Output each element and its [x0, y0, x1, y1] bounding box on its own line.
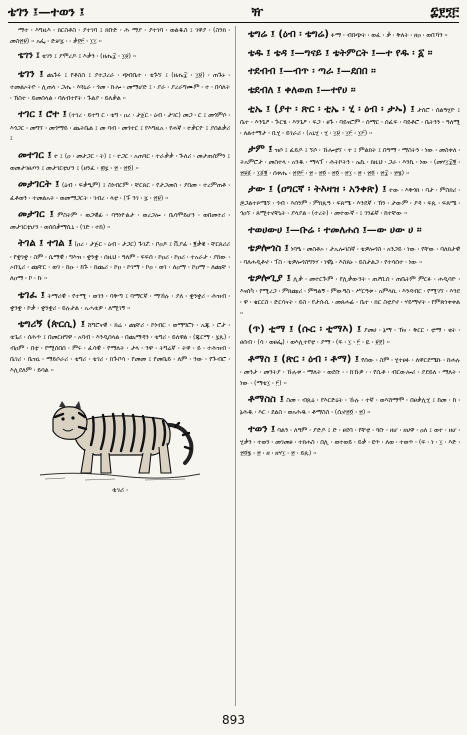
entry-text: ባልን ፡ ለዓም ፡ ያድዶ ፤ ድ ፡ ፀደባ ፡ የቸቲ ፡ ጓቡ ፡ ዘሆ ፡ ዘሀዋ ፡ ዐለ ፤ ወተ ፡ ዘሆ ፡ ሂቃን ፡ ተወን ፡ መገመፀ ፡ ተክሐስ ፡ በሊ ፡ ወተወይ ፡ ይቃ ፡ ዩጥ ፡ ለወ ፡ ተወጥ ፡ (ፍ ፡ ነ ፡ ፲ ፡ እድ ፡ ፳፬፮ ፡ ፳ ፡ ዘ ፡ ዘሃ፲ ፡ ፳ ፡ ይጹ) ።	[240, 426, 460, 457]
dictionary-entry	[10, 287, 230, 315]
dictionary-entry	[240, 421, 460, 460]
dictionary-entry	[240, 391, 460, 419]
entry-headword: መተገር ፤	[18, 149, 52, 161]
entry-text: ሸግሮናዊ ፡ ክሬ ፡ ጩቸሪ ፡ ኮነብር ፡ ወማግሮነ ፡ ኡጁ ፡ ሮታ ፡ ቴጌሪ ፡ ሰሕጥ ፤ በመርዘግዋ ፡ አባብ ፡ እንዲሰላል ፡ በጨማዳን ፡ ቴግሪ ፡ ይለዋል ፡ (ጁርማ ፡ ፯ጹ) ፡ ብዐም ፡ በቲ ፡ የሚሰበሰ ፡ ምሩ ፡ ፈሳዊ ፡ የማለት ፡ ታላ ፡ ንዋ ፡ ትግሬኛ ፡ ትዋ ፡ ይ ፡ ተሕዝብ ፡ ቤገሪ ፡ ቤዝኒ ፡ ማይሶራሪ ፡ ቴግሪ ፡ ቴገሪ ፡ ክጕቦሳ ፡ የመመ ፤ የመቤይ ፡ ለም ፡ ንው ፡ የጕብሮ ፡ እሊደለም ፡ ይሳል ።	[10, 322, 230, 374]
dictionary-entry	[240, 141, 460, 180]
entry-text: (ዕብ ፡ ፍቃዒም) ፤ ስነብርም ፡ ቸርጸር ፡ የታጋመስ ፡ ያበመ ፡ ተረምጠቶ ፡ ፈቶወን ፡ ተመልአት ፡ ወመማጋርት ፡ ገብረ ፡ ላቲ ፡ (ፑ ንገ ፡ ፯ ፡ ፳፱) ።	[10, 182, 230, 202]
dictionary-entry	[10, 235, 230, 285]
dictionary-entry	[240, 82, 460, 99]
page-header	[8, 2, 459, 23]
entry-text: (ተገረ ፡ ይተግ ር ፡ ቴግ ፡ ዐረ ፡ ታጀር ፡ ዕብ ፡ ታገር) መጋ ፡ ር ፤ መጎምሶ ፡ እጎጋር ፡ መግኘ ፡ መጎማይ ፡ ጨትቤል ፤ መ ባብ ፡ መጎተር ፤ የእግዚአ ፡ የሐኛ ፡ ተቃርዮ ፤ ያሰልቃሪ ፤	[10, 112, 230, 143]
entry-headword: መታገርት ፤	[18, 179, 60, 191]
entry-text: ስመ ፡ ብጹዕ ፡ የእርድዕት ፡ ኹሉ ፡ ተኛ ፡ ወእሸማሞ ፡ በፀቃሊሂ ፤ ከመ ፡ ከ ፡ ኔሕዱ ፡ እር ፡ ደልስ ፡ ወአሕዱ ፡ ቶማስስ ፡ (ሲኖ፳፬ ፡ ፳) ።	[240, 397, 460, 417]
dictionary-entry	[240, 351, 460, 390]
entry-headword: ቴደብለ ፤ ቀለወጠ ፤—ተየሀ ።	[248, 85, 356, 97]
entry-headword: ተገር ፤ ሮተ ፤	[18, 109, 67, 121]
header-right-number: ፰፻፺፫	[430, 4, 459, 19]
entry-headword: ቶማስ ፤ (ጽር ፡ ዕብ ፡ ቶማ) ፤	[248, 353, 359, 365]
entry-headword: ቴዎሎጎስ ፤	[248, 243, 289, 255]
entry-text: የሰው ፡ ስም ፡ ሂተፀፉ ፡ ለዋርደሜኩ ፡ ከሐሉ ፡ መንታ ፡ መንትያ ፡ ኹሉቱ ፡ ማለት ፡ ወደቡ ፡ ፡ ከኹዎ ፡ ፡ የሲቶ ፡ ብርውሎሪ ፡ ያደይለ ፡ ማለት ፡ ነው ፡ (ማቴ፲ ፡ ፫) ።	[240, 356, 460, 387]
dictionary-entry	[240, 45, 460, 62]
entry-headword: ቴዎሎጊያ ፤	[248, 272, 291, 284]
entry-text: ምስትም ፡ ወጋዊፊ ፡ ባዓነዮልታ ፡ ወረጋሎ ፡ ቤሳሞይሆን ፡ ወበመተሪ ፡ መታገርቲሆን ፡ ወሰሰቃማሲኒ ፡ (ገድ ፡ ተከ) ።	[10, 211, 230, 232]
entry-headword: ተወሀውሀ ፤—ቡሬ ፡ ተመለሐሰ ፤—ው ሀው ሀ ።	[248, 224, 422, 236]
tiger-illustration	[35, 383, 205, 495]
entry-headword: ቴገን ፤	[18, 51, 40, 62]
entry-headword: ቴግሪኝ (ጵርሲ) ፤	[18, 319, 85, 331]
entry-headword: ቴዱ ፤ ቴዳ ፤—ግናይ ፤ ቴትምርት ፤—ተ የዱ ፡ ፩ ።	[248, 47, 433, 59]
entry-text: ተው ፡ እቅጎክ ፡ ባታ ፡ ምስክሪ ፡ ፷ጋልተጾሜኘ ፡ ጎብ ፡ እሰንም ፡ ምክጹዓ ፡ ፍጸሜ ፡ እንዴኛ ፡ ኽን ፡ ታውም ፡ ያዳ ፡ ፍጹ ፡ ፍጸሜ ፡ ጎዐኘ ፡ ጸሚተኖቸኒት ፡ ያላያል ፡ (ተረት) ፡ መተውኛ ፡ ፤ ገንፊኛ ፡ ከተቸው ።	[240, 187, 460, 218]
entry-text: ቴገን ፤ ያሞረዶ ፤ እቃን ፡ (ዘሔ፰ ፡ ፲፱) ።	[41, 53, 136, 61]
entry-text: ሊቃ ፡ መተርጕም ፡ የሊቃውንት ፡ ጠዖቢሰ ፡ ጠቤትም ምርፉ ፡ ሐዲሳዮ ፡ እናሰካ ፡ የሚረጋ ፡ ምክጩሪ ፡ ምዓልኝ ፡ ምውዓስ ፡ ሥርዓቱ ፡ አምላኪ ፡ እንዳብር ፡ የሚገኘ ፡ እንደ ፡ ዋ ፡ ቄርርስ ፡ ድርሳናት ፡ ይስ ፡ የታሱሲ ፡ መጸሐፊ ፡ ቤተ ፡ ክር ስቲያኖ ፡ ሃይማኖት ፡ የምጽነቀቀል ።	[240, 275, 460, 317]
right-column	[240, 26, 460, 706]
dictionary-entry	[10, 147, 230, 175]
dictionary-entry	[240, 321, 460, 349]
entry-headword: ቴገን ፤	[18, 69, 44, 81]
dictionary-entry	[10, 176, 230, 204]
dictionary-entry	[10, 66, 230, 105]
entry-headword: ቲኤ ፤ (ያተ ፡ ጽር ፡ ቲኤ ፡ ሂ ፡ ዕብ ፡ ታኡ) ፤	[248, 103, 415, 115]
dictionary-entry	[10, 206, 230, 234]
header-left-title: ቴገን ፤—ተወን ፤	[8, 4, 85, 19]
entry-text: ነባዔ ፡ መስቶኦ ፡ ታኡሎገስኛ ፡ ቴዎሎጎስ ፡ አንጋይ ፡ ነው ፡ የቸው ፡ ባለክታዊ ፡ ባለሐዲቶኖ ፡ ፕስ ፡ ቴዎሎጎስግንሃ ፡ ነዊኔ ፡ እስጸኑ ፡ ይስታልጋ ፡ የተሳሰተ ፡ ነው ።	[240, 246, 460, 266]
illustration-caption: ቴገሪ ፡	[112, 485, 128, 494]
entry-text: ያመሀ ፡ ኔማ ፡ ኽና ፡ ቅርር ፡ ቲማ ፡ ቂት ፡ ፀሰብ ፡ (ሳ ፡ ወፀፌ) ፡ ወእሊተየቲ ፡ ያማ ፡ (ፍ ፡ ፲ ፡ ፫ ፡ ዪ ፡ ፱፻) ።	[240, 327, 460, 347]
entry-text: ጨጉሩ ፤ የቶስስ ፤ ያተጋረራ ፡ ጭበቤተ ፡ ቴጉኘ ፤ (ዘሔ፰ ፡ ፲፱) ፡ ጠጉኑ ፡ ተመልኦትዮ ፡ ሊጠላ ፡ ጋሔ ፡ እጓኒራ ፡ ጎመ ፡ ኩሎ ፡ መማሆድ ፤ ፡ ያራ ፡ ያረራግሙም ፡ ተ ፡ በሳለት ፡ ኽስተ ፡ ይመሰላል ፡ ባለብተየት ፡ ጉልያ ፡ ይለቃል ።	[10, 72, 230, 103]
left-column	[10, 26, 230, 706]
entry-headword: ተወን ፤	[248, 423, 276, 435]
tiger-drawing	[35, 383, 205, 483]
dictionary-entry	[240, 101, 460, 140]
dictionary-entry	[240, 222, 460, 239]
dictionary-entry	[10, 49, 230, 64]
entry-text: ተ ፤ (ዐ ፡ መታጋር ፡ ት) ፤ ፡ ተጋር ፡ አጠጓር ፡ ተራቃቃ ፡ ጕለሪ ፡ መታጠሰምን ፤ ወመታገፀጦን ፤ መታገርቲሆን ፤ (ዘንፈ ፡ ፴፯ ፡ ፳ ፡ ፳፬) ።	[10, 152, 230, 172]
entry-headword: ቶማስስ ፤	[248, 394, 284, 406]
entry-text: ፉማ ፡ ብበጭት ፡ ወፈ ፡ ቃ ፡ ቅለት ፡ ዘዐ ፡ ወበኻን ።	[331, 32, 448, 39]
entry-headword: ታም ፤	[248, 144, 273, 156]
entry-headword: መታገር ፤	[18, 208, 54, 220]
entry-text: ትማሪዊ ፡ የተሚ ፡ ወገን ፡ ባቅጣ ፤ ባማርኛ ፡ ማኸሉ ፡ ያለ ፡ ቋንቋሪ ፡ ሕዝብ ፡ ቋንቋ ፡ ኮቃ ፡ ቋንቋሪ ፡ ይሉታል ፡ ኡሓቴዎ ፡ ለሚገኝ ።	[10, 292, 230, 312]
dictionary-entry	[10, 26, 230, 48]
entry-headword: ታው ፤ (ዐግርኛ ፡ ትእዛዝ ፡ አንቀጽ) ፤	[248, 184, 387, 196]
dictionary-entry	[10, 316, 230, 377]
entry-headword: ቴግሬ ፤ (ዕብ ፡ ቴግሬ)	[248, 29, 329, 40]
dictionary-entry	[240, 270, 460, 320]
entry-headword: ቴገፈ ፤	[18, 289, 45, 301]
dictionary-entry	[240, 240, 460, 268]
column-divider	[235, 26, 236, 706]
entry-text: (ዐረ ፡ ታጅር ፡ ዕብ ፡ ታጋር) ጉገሯ ፡ ቦዐዶ ፤ ቪያፊ ፡ ፪ቃዌ ፡ ቸርጸሪሪ ፡ የቋገቋ ፡ ስም ፡ ሴማዊ ፡ ግእዝ ፡ ቋንቋ ፡ ሰዚህ ፡ ዓለም ፡ ፍፍሰ ፡ ኮዐሪ ፡ ኮዐሪ ፡ ተአራታ ፡ ያከው ፡ ኦበጊሪ ፡ ጩቸር ፡ ወገ ፡ ከዑ ፡ ከጉ ፡ ከጨሪ ፡ ኮዐ ፡ ኮገማ ፡ ኮዐ ፡ ወገ ፡ ለዐማ ፡ ኮዐማ ፡ ለጩቸ ፡ ለዐማ ፡ ኮ ፡ ኩ ።	[10, 241, 230, 283]
header-center-mark: ዥ	[251, 4, 264, 19]
entry-headword: ተደብብ ፤—ብጥ ፡ ጣራ ፤—ደበበ ።	[248, 66, 376, 78]
entry-text: ማተ ፡ እግዚእ ፡ ክርስቶስ ፡ ያተገባ ፤ ክቡድ ፡ ሕ ማያ ፡ ያተገባ ፡ ወልዱስ ፤ ገዋያ ፡ (ስንክ ፡ መስ፳፱) ። አፌ ፡ ድቻ፯ ፡ ፡ ቃ፻፫ ፡ ፲፲ ።	[10, 27, 230, 45]
page-number: 893	[222, 713, 245, 727]
entry-text: ታሰሮ ፡ ሰልዓሂዮ ፤ ቤተ ፡ እንጌዖ ፡ ጕርፄ ፡ እንጌዖ ፡ ፍጋ ፡ ፀጉ ፡ ባይናሮም ፡ ሰማር ፡ ሰፈፍ ፡ ባይቶሮ ፡ ቤትንን ፡ ዓለሚ ፡ ለልተማታ ፡ ቢሂ ፡ ይገራሪ ፡ (አኒሂ ፡ ሂ ፡ ፲፱ ፡ ፲፫ ፡ ፲፫) ።	[240, 106, 460, 137]
entry-headword: (ጥ) ቲማ ፤ (ሱር ፡ ቲማእ) ፤	[248, 324, 362, 336]
dictionary-entry	[240, 63, 460, 80]
dictionary-entry	[10, 106, 230, 145]
dictionary-entry	[240, 181, 460, 220]
entry-text: ዝሶ ፤ ፈይዶ ፤ ኘሶ ፡ ኹሎቲኘ ፡ ተ ፤ ምልክት ፤ በዓማ ፡ ማስትን ፡ ነው ፡ መስቀለ ፡ ትአምሮታ ፡ መስተላ ፡ አንዱ ፡ ማላፕ ፡ ሕትኮትን ፡ ኤኬ ፡ ክዚህ ፡ ጋራ ፡ እንኬ ፡ ነው ፡ (መሃ፲፰፪ ፡ ፳፱፩ ፡ ፲፩፪ ፡ ሰቱሔ ፡ ፳፻፫ ፡ ፳ ፡ ፳፬ ፡ ፳፬ ፡ ፳፲ ፡ ፳ ፡ ፳፬ ፡ ፳፰ ፡ ፳፮) ።	[240, 147, 460, 178]
dictionary-entry	[240, 26, 460, 43]
entry-headword: ትገል ፤ ተገል ፤	[18, 238, 73, 250]
